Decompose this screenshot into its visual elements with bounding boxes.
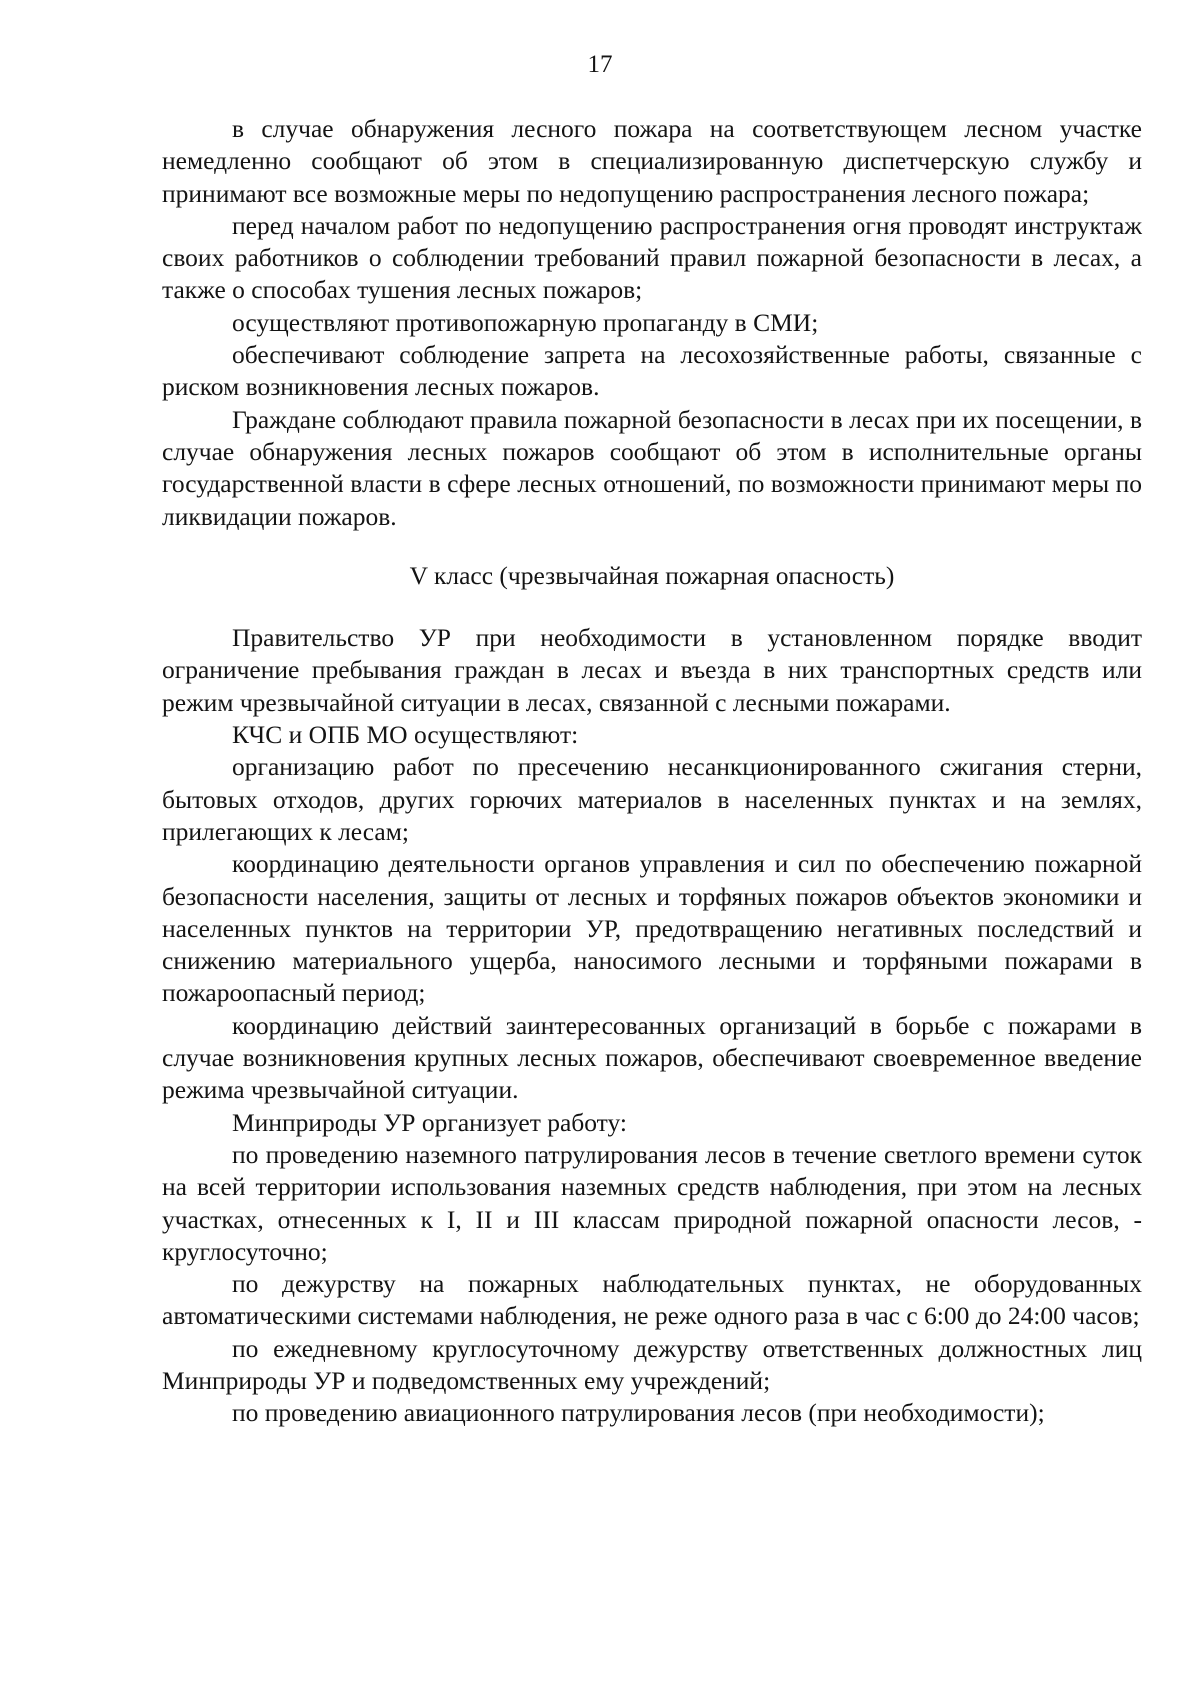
section-heading: V класс (чрезвычайная пожарная опасность) [409, 560, 895, 590]
paragraph: в случае обнаружения лесного пожара на соответствующем лесном участке немедленно сообщают об этом в специализированную диспетчерскую службу и принимают все возможные меры по недопущению распространения лесного пожара; [162, 114, 1142, 208]
paragraph: координацию деятельности органов управления и сил по обеспечению пожарной безопасности населения, защиты от лесных и торфяных пожаров объектов экономики и населенных пунктов на территории УР, предотвращению негативных последствий и снижению материального ущерба, наносимого лесными и торфяными пожарами в пожароопасный период; [162, 849, 1142, 1008]
paragraph: по проведению наземного патрулирования лесов в течение светлого времени суток на всей территории использования наземных средств наблюдения, при этом на лесных участках, отнесенных к I, II и III классам природной пожарной опасности лесов, - круглосуточно; [162, 1139, 1142, 1266]
paragraph: координацию действий заинтересованных организаций в борьбе с пожарами в случае возникновения крупных лесных пожаров, обеспечивают своевременное введение режима чрезвычайной ситуации. [162, 1010, 1142, 1105]
paragraph: Граждане соблюдают правила пожарной безопасности в лесах при их посещении, в случае обнаружения лесных пожаров сообщают об этом в исполнительные органы государственной власти в сфере лесных отношений, по возможности принимают меры по ликвидации пожаров. [162, 404, 1142, 531]
paragraph: по проведению авиационного патрулирования лесов (при необходимости); [232, 1398, 1045, 1428]
paragraph: Минприроды УР организует работу: [232, 1107, 627, 1137]
paragraph: КЧС и ОПБ МО осуществляют: [232, 720, 579, 750]
paragraph: осуществляют противопожарную пропаганду в СМИ; [232, 307, 819, 337]
paragraph: Правительство УР при необходимости в установленном порядке вводит ограничение пребывания граждан в лесах и въезда в них транспортных средств или режим чрезвычайной ситуации в лесах, связанной с лесными пожарами. [162, 623, 1142, 717]
paragraph: обеспечивают соблюдение запрета на лесохозяйственные работы, связанные с риском возникновения лесных пожаров. [162, 340, 1142, 402]
document-body [162, 113, 1142, 1430]
paragraph: организацию работ по пресечению несанкционированного сжигания стерни, бытовых отходов, других горючих материалов в населенных пунктах и на землях, прилегающих к лесам; [162, 752, 1142, 846]
paragraph: по дежурству на пожарных наблюдательных пунктах, не оборудованных автоматическими системами наблюдения, не реже одного раза в час с 6:00 до 24:00 часов; [162, 1269, 1142, 1331]
page-number: 17 [587, 51, 613, 78]
paragraph: по ежедневному круглосуточному дежурству ответственных должностных лиц Минприроды УР и подведомственных ему учреждений; [162, 1333, 1142, 1395]
paragraph: перед началом работ по недопущению распространения огня проводят инструктаж своих работников о соблюдении требований правил пожарной безопасности в лесах, а также о способах тушения лесных пожаров; [162, 210, 1142, 305]
